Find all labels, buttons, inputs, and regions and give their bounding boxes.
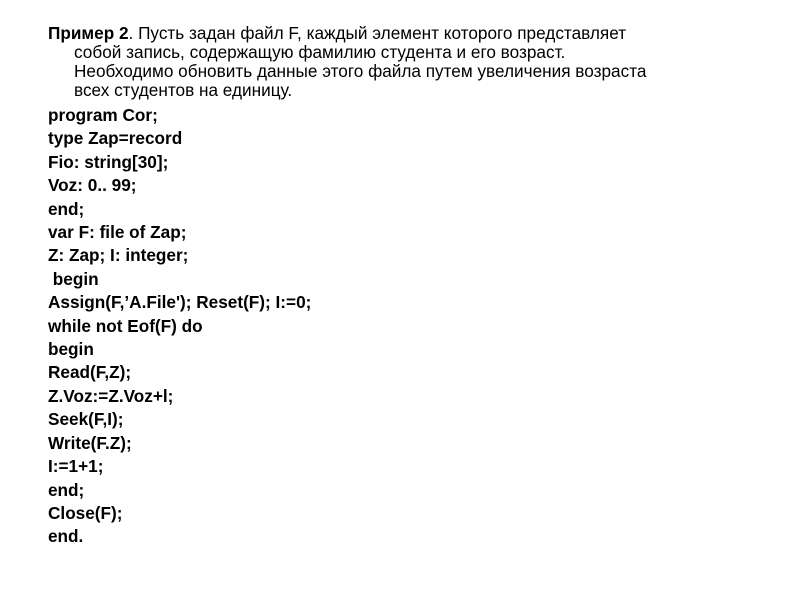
code-line: Voz: 0.. 99; (48, 175, 137, 196)
problem-statement-line-1 (48, 24, 768, 43)
code-line: begin (48, 339, 94, 360)
code-line: var F: file of Zap; (48, 222, 187, 243)
code-line: Assign(F,’A.File'); Reset(F); I:=0; (48, 292, 312, 313)
problem-statement-line-3: Необходимо обновить данные этого файла путем увеличения возраста (74, 61, 647, 81)
code-line: Fio: string[30]; (48, 151, 169, 172)
code-line: Close(F); (48, 502, 123, 523)
example-label: Пример 2 (48, 23, 129, 43)
code-line: end; (48, 479, 85, 500)
code-line: Write(F.Z); (48, 432, 132, 453)
problem-statement (48, 24, 768, 100)
problem-statement-text-1: . Пусть задан файл F, каждый элемент которого представляет (128, 23, 627, 43)
code-line: Z.Voz:=Z.Voz+l; (48, 385, 174, 406)
code-line: type Zap=record (48, 128, 183, 149)
code-line: program Cor; (48, 105, 158, 125)
code-listing (48, 104, 768, 549)
code-line: I:=1+1; (48, 456, 104, 477)
code-line: begin (48, 268, 99, 289)
code-line: while not Eof(F) do (48, 315, 203, 336)
code-line: Seek(F,I); (48, 409, 124, 430)
code-line: Z: Zap; I: integer; (48, 245, 189, 266)
code-line: end. (48, 526, 84, 547)
problem-statement-line-4: всех студентов на единицу. (74, 80, 293, 100)
code-line: end; (48, 198, 85, 219)
problem-statement-line-2: собой запись, содержащую фамилию студента и его возраст. (74, 42, 566, 62)
code-line: Read(F,Z); (48, 362, 132, 383)
